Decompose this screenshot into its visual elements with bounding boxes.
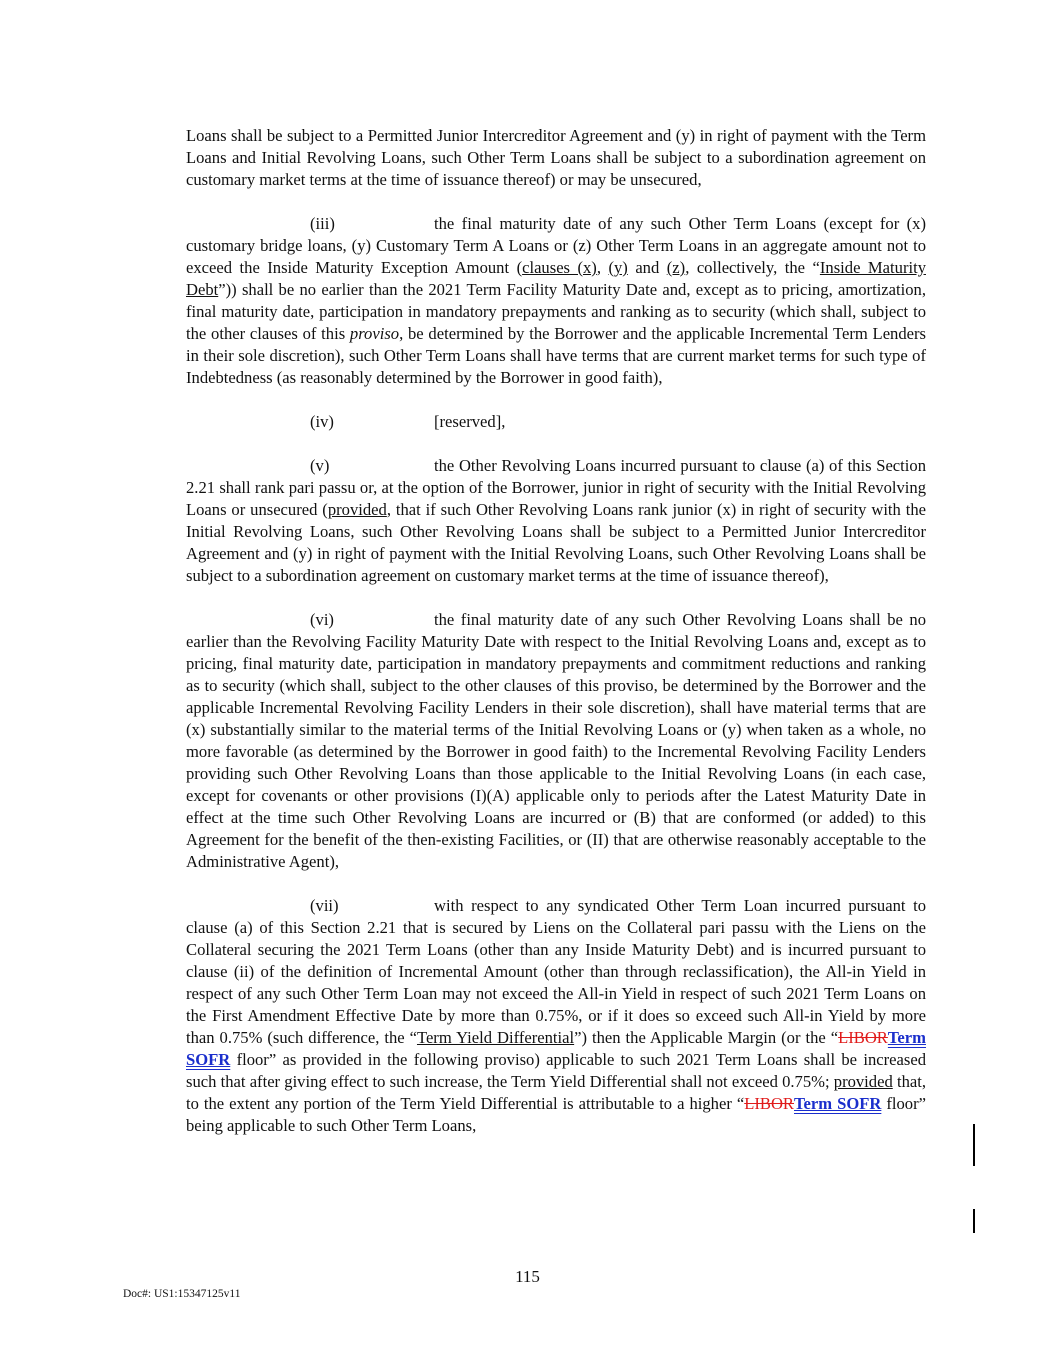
clause-number: (iv) xyxy=(310,412,334,431)
italic-term: proviso xyxy=(349,324,400,343)
inserted-text: Term SOFR xyxy=(794,1094,882,1113)
deleted-text: LIBOR xyxy=(744,1094,794,1113)
defined-ref: (z) xyxy=(666,258,686,277)
defined-term: provided xyxy=(833,1072,893,1091)
defined-ref: clauses (x) xyxy=(522,258,597,277)
clause-number: (vi) xyxy=(310,610,334,629)
clause-v: (v) the Other Revolving Loans incurred pursuant to clause (a) of this Section 2.21 shall rank pari passu or, at the option of the Borrower, junior in right of security with the Initial Revolving Loans or unsecured (provided, that if such Other Revolving Loans rank junior (x) in right of security with the Initial Revolving Loans, such Other Revolving Loans shall be subject to a Permitted Junior Intercreditor Agreement and (y) in right of payment with the Initial Revolving Loans, such Other Revolving Loans shall be subject to a subordination agreement on customary market terms at the time of issuance thereof), xyxy=(186,456,926,585)
clause-iv: (iv) [reserved], xyxy=(310,412,506,431)
change-bar xyxy=(973,1124,975,1166)
paragraph-continuation: Loans shall be subject to a Permitted Junior Intercreditor Agreement and (y) in right of payment with the Term Loans and Initial Revolving Loans, such Other Term Loans shall be subject to a subordination agreement on customary market terms at the time of issuance thereof) or may be unsecured, xyxy=(186,126,926,189)
clause-number: (v) xyxy=(310,456,330,475)
defined-term: Inside Maturity Debt xyxy=(186,258,926,299)
clause-iii: (iii) the final maturity date of any such Other Term Loans (except for (x) customary bridge loans, (y) Customary Term A Loans or (z) Other Term Loans in an aggregate amount not to exceed the Inside Maturity Exception Amount (clauses (x), (y) and (z), collectively, the “Inside Maturity Debt”)) shall be no earlier than the 2021 Term Facility Maturity Date and, except as to pricing, amortization, final maturity date, participation in mandatory prepayments and ranking as to security (which shall, subject to the other clauses of this proviso, be determined by the Borrower and the applicable Incremental Term Lenders in their sole discretion), such Other Term Loans shall have terms that are current market terms for such type of Indebtedness (as reasonably determined by the Borrower in good faith), xyxy=(186,214,926,387)
document-id: Doc#: US1:15347125v11 xyxy=(123,1288,241,1300)
defined-ref: (y) xyxy=(608,258,628,277)
inserted-text: Term SOFR xyxy=(186,1028,926,1069)
deleted-text: LIBOR xyxy=(838,1028,888,1047)
clause-vi: (vi) the final maturity date of any such Other Revolving Loans shall be no earlier than the Revolving Facility Maturity Date with respect to the Initial Revolving Loans and, except as to pricing, final maturity date, participation in mandatory prepayments and commitment reductions and ranking as to security (which shall, subject to the other clauses of this proviso, be determined by the Borrower and the applicable Incremental Revolving Facility Lenders in their sole discretion), shall have material terms that are (x) substantially similar to the material terms of the Initial Revolving Loans or (y) when taken as a whole, no more favorable (as determined by the Borrower in good faith) to the Incremental Revolving Facility Lenders providing such Other Revolving Loans than those applicable to the Initial Revolving Loans (in each case, except for covenants or other provisions (I)(A) applicable only to periods after the Latest Maturity Date in effect at the time such Other Revolving Loans are incurred or (B) that are conformed (or added) to this Agreement for the benefit of the then-existing Facilities, or (II) that are otherwise reasonably acceptable to the Administrative Agent), xyxy=(186,610,926,871)
clause-number: (iii) xyxy=(310,214,335,233)
page-number: 115 xyxy=(515,1267,540,1286)
clause-number: (vii) xyxy=(310,896,339,915)
defined-term: provided xyxy=(327,500,387,519)
defined-term: Term Yield Differential xyxy=(416,1028,575,1047)
document-body xyxy=(186,125,926,1159)
clause-vii: (vii) with respect to any syndicated Other Term Loan incurred pursuant to clause (a) of this Section 2.21 that is secured by Liens on the Collateral pari passu with the Liens on the Collateral securing the 2021 Term Loans (other than any Inside Maturity Debt) and is incurred pursuant to clause (ii) of the definition of Incremental Amount (other than through reclassification), the All-in Yield in respect of any such Other Term Loan may not exceed the All-in Yield in respect of such 2021 Term Loans on the First Amendment Effective Date by more than 0.75%, or if it does so exceed such All-in Yield by more than 0.75% (such difference, the “Term Yield Differential”) then the Applicable Margin (or the “LIBORTerm SOFR floor” as provided in the following proviso) applicable to such 2021 Term Loans shall be increased such that after giving effect to such increase, the Term Yield Differential shall not exceed 0.75%; provided that, to the extent any portion of the Term Yield Differential is attributable to a higher “LIBORTerm SOFR floor” being applicable to such Other Term Loans, xyxy=(186,896,926,1135)
change-bar xyxy=(973,1209,975,1233)
